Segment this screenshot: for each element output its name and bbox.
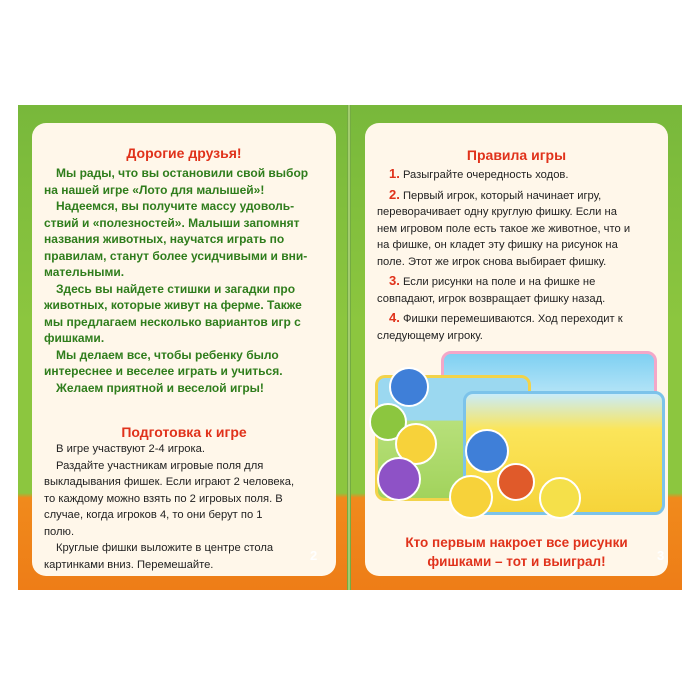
booklet-spread	[18, 105, 682, 590]
intro-line: животных, которые живут на ферме. Также	[44, 298, 302, 312]
page-number-right: 3	[657, 548, 665, 563]
intro-line: мательными.	[44, 265, 125, 279]
intro-line: названия животных, научатся играть по	[44, 232, 285, 246]
page-number-left: 2	[310, 548, 318, 563]
game-chip	[497, 463, 535, 501]
left-text-card	[32, 123, 336, 576]
rule-number: 1.	[389, 166, 400, 181]
rule-line: поле. Этот же игрок снова выбирает фишку.	[377, 255, 607, 268]
game-chip	[539, 477, 581, 519]
intro-line: ствий и «полезностей». Малыши запомнят	[44, 215, 300, 230]
prep-line: В игре участвуют 2-4 игрока.	[56, 443, 206, 455]
rule-line: на фишке, он кладет эту фишку на рисунок на	[377, 239, 618, 251]
prep-line: картинками вниз. Перемешайте.	[44, 558, 214, 571]
rule-line: переворачивает одну круглую фишку. Если на	[377, 206, 617, 218]
intro-line: Мы делаем все, чтобы ребенку было	[56, 347, 279, 362]
game-chip	[449, 475, 493, 519]
preparation-title: Подготовка к игре	[121, 424, 247, 440]
prep-line: Круглые фишки выложите в центре стола	[56, 542, 274, 554]
rule-item	[377, 187, 665, 271]
rule-line: нем игровом поле есть такое же животное, что и	[377, 222, 631, 235]
game-chip	[465, 429, 509, 473]
rules-title: Правила игры	[466, 147, 567, 163]
rule-line: Фишки перемешиваются. Ход переходит к	[402, 313, 623, 325]
rule-number: 2.	[389, 186, 400, 202]
winner-statement	[365, 533, 668, 571]
game-illustration	[369, 345, 665, 521]
left-page	[18, 105, 347, 590]
prep-line: выкладывания фишек. Если играют 2 человека,	[44, 476, 295, 488]
preparation-text	[44, 441, 332, 573]
greeting-title: Дорогие друзья!	[126, 145, 242, 161]
intro-line: Здесь вы найдете стишки и загадки про	[56, 281, 296, 296]
right-text-card	[365, 123, 668, 576]
rule-line: Разыграйте очередность ходов.	[402, 169, 569, 181]
rule-item	[377, 166, 665, 184]
rule-number: 4.	[389, 310, 400, 325]
prep-line: полю.	[44, 525, 75, 538]
prep-line: случае, когда игроков 4, то они берут по 1	[44, 509, 263, 521]
intro-text	[44, 165, 329, 396]
intro-line: Желаем приятной и веселой игры!	[56, 380, 264, 395]
intro-line: мы предлагаем несколько вариантов игр с	[44, 314, 301, 329]
rule-line: совпадают, игрок возвращает фишку назад.	[377, 292, 606, 305]
intro-line: Надеемся, вы получите массу удоволь-	[56, 199, 295, 213]
rule-line: следующему игроку.	[377, 329, 483, 342]
winner-line: Кто первым накроет все рисунки	[405, 535, 628, 550]
intro-line: Мы рады, что вы остановили свой выбор	[56, 166, 309, 180]
intro-line: интереснее и веселее играть и учиться.	[44, 364, 283, 378]
rule-line: Первый игрок, который начинает игру,	[402, 189, 602, 202]
rule-line: Если рисунки на поле и на фишке не	[402, 276, 596, 288]
rule-number: 3.	[389, 273, 400, 288]
intro-line: на нашей игре «Лото для малышей»!	[44, 182, 265, 197]
intro-line: фишками.	[44, 331, 105, 345]
rule-item	[377, 273, 665, 307]
right-page	[351, 105, 682, 590]
rule-item	[377, 310, 665, 344]
prep-line: то каждому можно взять по 2 игровых поля. В	[44, 492, 283, 505]
winner-line: фишками – тот и выиграл!	[427, 554, 606, 569]
rules-list	[377, 166, 665, 344]
game-chip	[389, 367, 429, 407]
prep-line: Раздайте участникам игровые поля для	[56, 459, 264, 472]
intro-line: правилам, станут более усидчивыми и вни-	[44, 248, 308, 263]
game-chip	[377, 457, 421, 501]
